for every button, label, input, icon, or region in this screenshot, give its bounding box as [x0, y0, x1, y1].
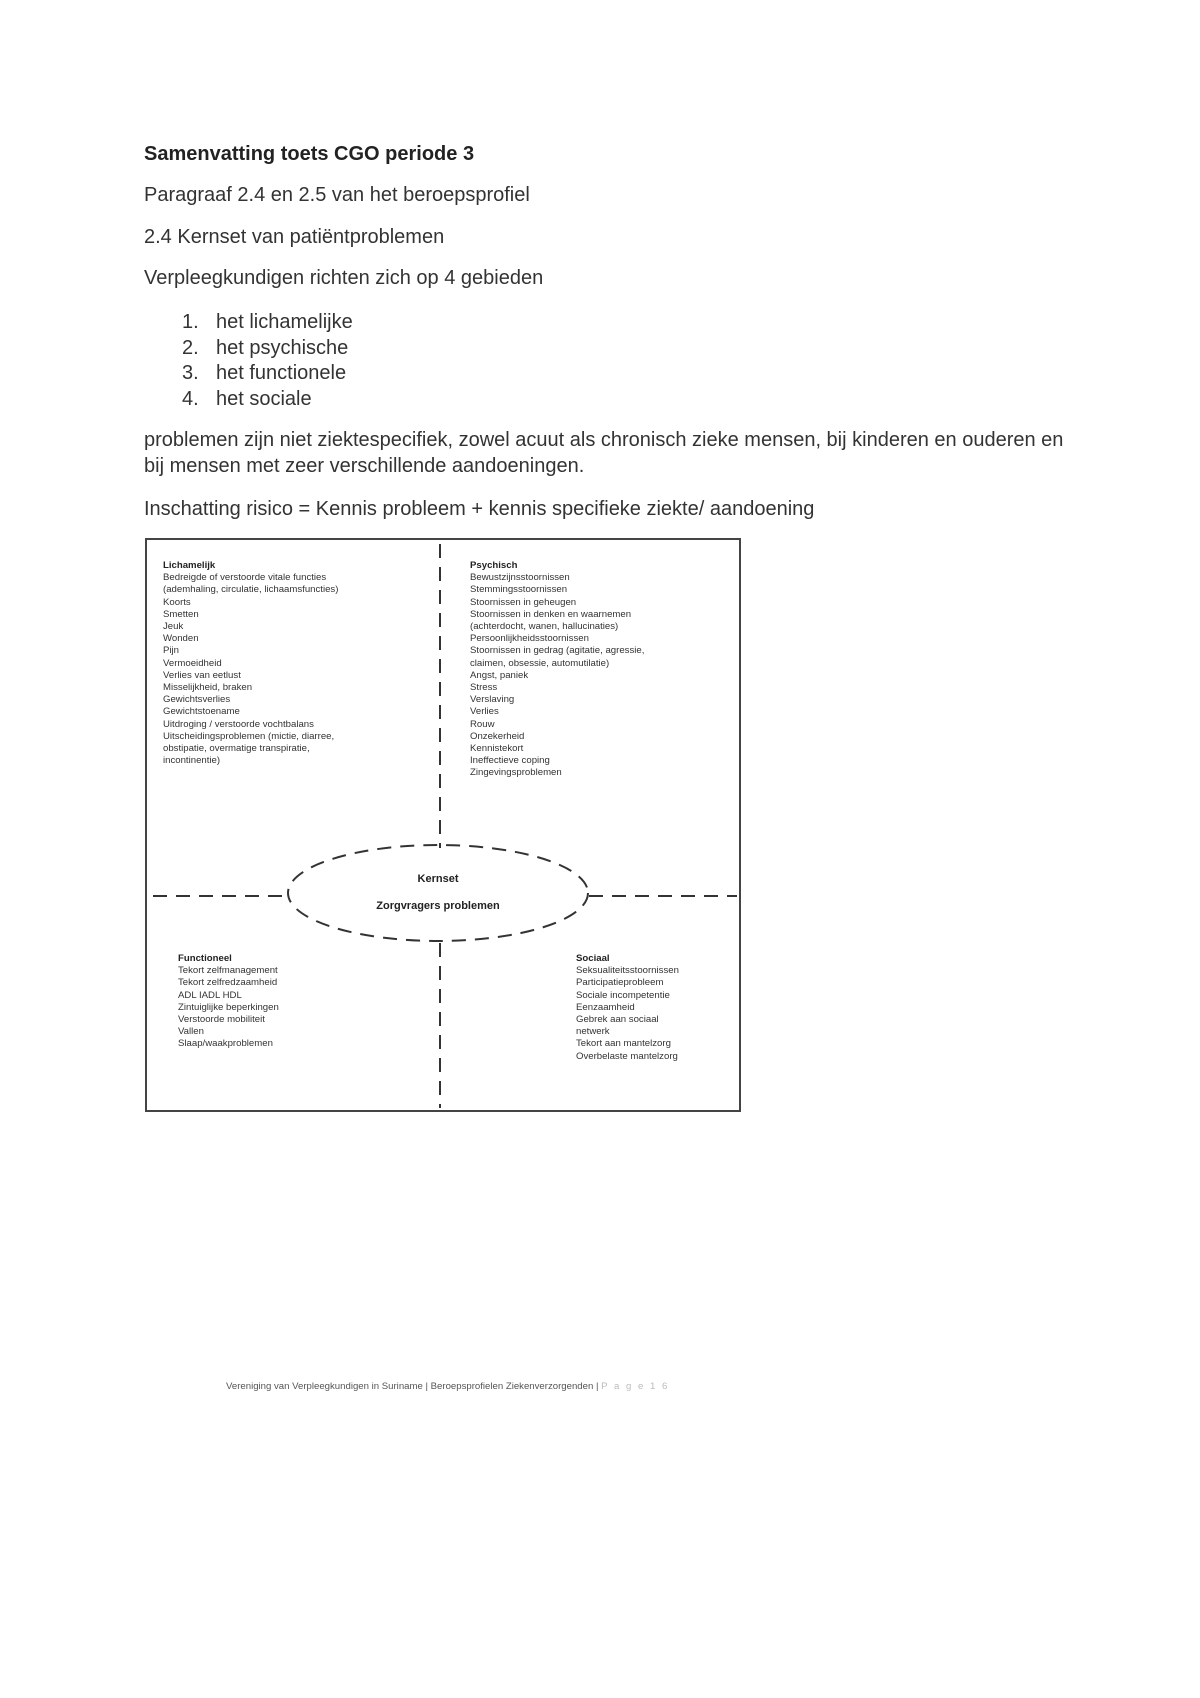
paragraph-inschatting: Inschatting risico = Kennis probleem + kennis specifieke ziekte/ aandoening	[144, 498, 815, 520]
quadrant-item: Stoornissen in gedrag (agitatie, agressie,	[470, 645, 645, 657]
quadrant-item: Uitdroging / verstoorde vochtbalans	[163, 718, 314, 730]
quadrant-item: netwerk	[576, 1026, 610, 1038]
quadrant-item: Misselijkheid, braken	[163, 682, 253, 694]
paragraph-gebieden: Verpleegkundigen richten zich op 4 gebieden	[144, 267, 544, 289]
quadrant-item: Eenzaamheid	[576, 1001, 635, 1013]
quadrant-item: Kennistekort	[470, 743, 524, 755]
quadrant-item: Bewustzijnsstoornissen	[470, 572, 570, 584]
kernset-title: Kernset	[417, 873, 459, 885]
page-footer	[226, 1381, 669, 1392]
quadrant-item: Tekort aan mantelzorg	[576, 1038, 671, 1050]
list-item: 1. het lichamelijke	[182, 311, 353, 333]
quadrant-item: Onzekerheid	[470, 730, 525, 742]
quadrant-item: claimen, obsessie, automutilatie)	[470, 657, 610, 669]
section-heading: 2.4 Kernset van patiëntproblemen	[144, 226, 445, 248]
quadrant-psychisch	[470, 560, 644, 780]
quadrant-item: Participatieprobleem	[576, 977, 664, 989]
quadrant-item: Stress	[470, 682, 498, 694]
quadrant-item: (achterdocht, wanen, hallucinaties)	[470, 621, 619, 633]
quadrant-lichamelijk	[163, 560, 338, 767]
footer-text: Vereniging van Verpleegkundigen in Suriname | Beroepsprofielen Ziekenverzorgenden |	[226, 1381, 602, 1392]
quadrant-item: Vallen	[178, 1026, 204, 1038]
quadrant-item: (ademhaling, circulatie, lichaamsfuncties)	[163, 584, 339, 596]
quadrant-item: Gebrek aan sociaal	[576, 1014, 659, 1026]
list-item: 3. het functionele	[182, 362, 347, 384]
quadrant-item: Seksualiteitsstoornissen	[576, 965, 679, 977]
quadrant-item: Tekort zelfredzaamheid	[178, 977, 278, 989]
list-item: 2. het psychische	[182, 336, 349, 359]
kernset-ellipse	[288, 845, 588, 941]
quadrant-item: Zingevingsproblemen	[470, 767, 562, 779]
kernset-diagram	[145, 538, 741, 1112]
quadrant-item: ADL IADL HDL	[178, 989, 242, 1001]
page-number: P a g e 1 6	[601, 1381, 670, 1392]
quadrant-item: Sociale incompetentie	[576, 989, 670, 1001]
quadrant-item: Verslaving	[470, 694, 515, 706]
paragraph-beroepsprofiel: Paragraaf 2.4 en 2.5 van het beroepsprofiel	[144, 184, 530, 206]
quadrant-item: Persoonlijkheidsstoornissen	[470, 633, 589, 645]
quadrant-item: Uitscheidingsproblemen (mictie, diarree,	[163, 730, 335, 742]
quadrant-item: Verstoorde mobiliteit	[178, 1014, 265, 1026]
quadrant-item: Tekort zelfmanagement	[178, 965, 278, 977]
list-item: 4. het sociale	[182, 387, 312, 410]
quadrant-item: Rouw	[470, 718, 495, 730]
quadrant-item: Pijn	[163, 645, 179, 657]
quadrant-item: Stoornissen in denken en waarnemen	[470, 608, 632, 620]
quadrant-item: Ineffectieve coping	[470, 755, 550, 767]
quadrant-item: Verlies	[470, 706, 499, 718]
quadrant-item: Verlies van eetlust	[163, 669, 241, 681]
quadrant-item: Wonden	[163, 633, 199, 645]
quadrant-item: Gewichtsverlies	[163, 694, 231, 706]
kernset-subtitle: Zorgvragers problemen	[376, 900, 500, 912]
paragraph-problemen: problemen zijn niet ziektespecifiek, zowel acuut als chronisch zieke mensen, bij kinderen en ouderen en bij mensen met zeer verschillende aandoeningen.	[144, 429, 1064, 477]
quadrant-item: Bedreigde of verstoorde vitale functies	[163, 572, 327, 584]
quadrant-item: incontinentie)	[163, 755, 221, 767]
document-title: Samenvatting toets CGO periode 3	[144, 143, 475, 165]
quadrant-item: Koorts	[163, 596, 191, 608]
quadrant-item: Stoornissen in geheugen	[470, 596, 577, 608]
quadrant-item: Vermoeidheid	[163, 657, 222, 669]
numbered-list	[182, 310, 353, 412]
quadrant-item: Smetten	[163, 608, 199, 620]
quadrant-item: Stemmingsstoornissen	[470, 584, 568, 596]
quadrant-functioneel	[178, 953, 279, 1051]
quadrant-item: obstipatie, overmatige transpiratie,	[163, 743, 310, 755]
quadrant-item: Gewichtstoename	[163, 706, 240, 718]
quadrant-item: Zintuiglijke beperkingen	[178, 1001, 279, 1013]
quadrant-title: Psychisch	[470, 560, 518, 571]
quadrant-item: Jeuk	[163, 621, 184, 633]
quadrant-title: Lichamelijk	[163, 560, 216, 571]
quadrant-title: Sociaal	[576, 953, 610, 964]
quadrant-item: Angst, paniek	[470, 669, 529, 681]
quadrant-sociaal	[576, 953, 679, 1063]
quadrant-item: Slaap/waakproblemen	[178, 1038, 273, 1050]
quadrant-title: Functioneel	[178, 953, 232, 964]
quadrant-item: Overbelaste mantelzorg	[576, 1050, 678, 1062]
